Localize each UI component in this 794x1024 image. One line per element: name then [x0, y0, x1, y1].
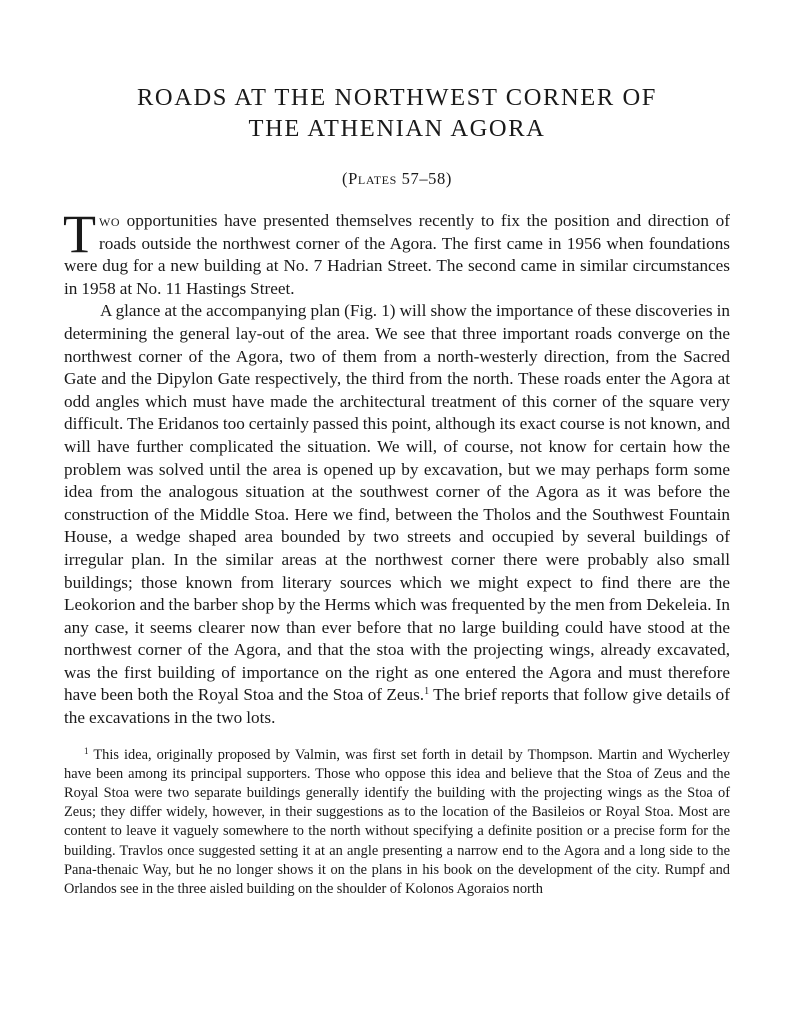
plates-range: 57–58 [401, 169, 446, 188]
footnote-marker: 1 [84, 745, 89, 756]
paragraph-1 [63, 204, 730, 300]
footnotes [64, 746, 730, 900]
paragraph-2 [64, 300, 730, 729]
paragraph-1-text: opportunities have presented themselves recently to fix the position and direction of roads outside the northwest corner of the Agora. The first came in 1956 when foundations were dug for a new building at No. 7 Hadrian Street. The second came in similar circumstances in 1958 at No. 11 Hastings Street. [64, 211, 730, 298]
plates-close-paren: ) [445, 169, 452, 188]
paragraph-2-text: A glance at the accompanying plan (Fig. 1) will show the importance of these discoveries in determining the general lay-out of the area. We see that three important roads converge on the northwest corner of the Agora, two of them from a north-westerly direction, from the Sacred Gate and the Dipylon Gate respectively, the third from the north. These roads enter the Agora at odd angles which must have made the architectural treatment of this corner of the square very difficult. The Eridanos too certainly passed this point, although its exact course is not known, and will have further complicated the situation. We will, of course, not know for certain how the problem was solved until the area is opened up by excavation, but we may perhaps form some idea from the analogous situation at the southwest corner of the Agora as it was before the construction of the Middle Stoa. Here we find, between the Tholos and the Southwest Fountain House, a wedge shaped area bounded by two streets and occupied by several buildings of irregular plan. In the similar areas at the northwest corner there were probably also small buildings; those known from literary sources which we might expect to find there are the Leokorion and the barber shop by the Herms which was frequented by the men from Dekeleia. In any case, it seems clearer now than ever before that no large building could have stood at the northwest corner of the Agora, and that the stoa with the projecting wings, already excavated, was the first building of importance on the right as one entered the Agora and must therefore have been both the Royal Stoa and the Stoa of Zeus. [64, 301, 731, 705]
footnote [64, 746, 730, 900]
plates-reference [64, 168, 730, 190]
paragraph-1-lead: wo [99, 211, 120, 230]
drop-cap: T [63, 204, 96, 264]
plates-open-paren: ( [342, 169, 349, 188]
article-body [63, 204, 731, 730]
plates-label: Plates [348, 169, 397, 188]
title-line-2: THE ATHENIAN AGORA [248, 115, 546, 142]
footnote-reference[interactable]: 1 [424, 686, 430, 698]
footnote-text: This idea, originally proposed by Valmin, was first set forth in detail by Thompson. Martin and Wycherley have been among its principal supporters. Those who oppose this idea and believe that the Stoa of Zeus and the Royal Stoa were two separate buildings generally identify the building with the projecting wings as the Stoa of Zeus; they differ widely, however, in their suggestions as to the location of the Basileios or Royal Stoa. Most are content to leave it vaguely somewhere to the north without specifying a definite position or a precise form for the building. Travlos once suggested setting it at an angle presenting a narrow end to the Agora and a long side to the Pana-thenaic Way, but he no longer shows it on the plans in his book on the development of the city. Rumpf and Orlandos see in the three aisled building on the shoulder of Kolonos Agoraios north [64, 746, 730, 898]
article-page [64, 0, 730, 899]
paragraph-2-text-after: The brief reports that follow give details of the excavations in the two lots. [64, 685, 731, 728]
title-line-1: ROADS AT THE NORTHWEST CORNER OF [136, 84, 658, 111]
article-title [64, 82, 730, 144]
